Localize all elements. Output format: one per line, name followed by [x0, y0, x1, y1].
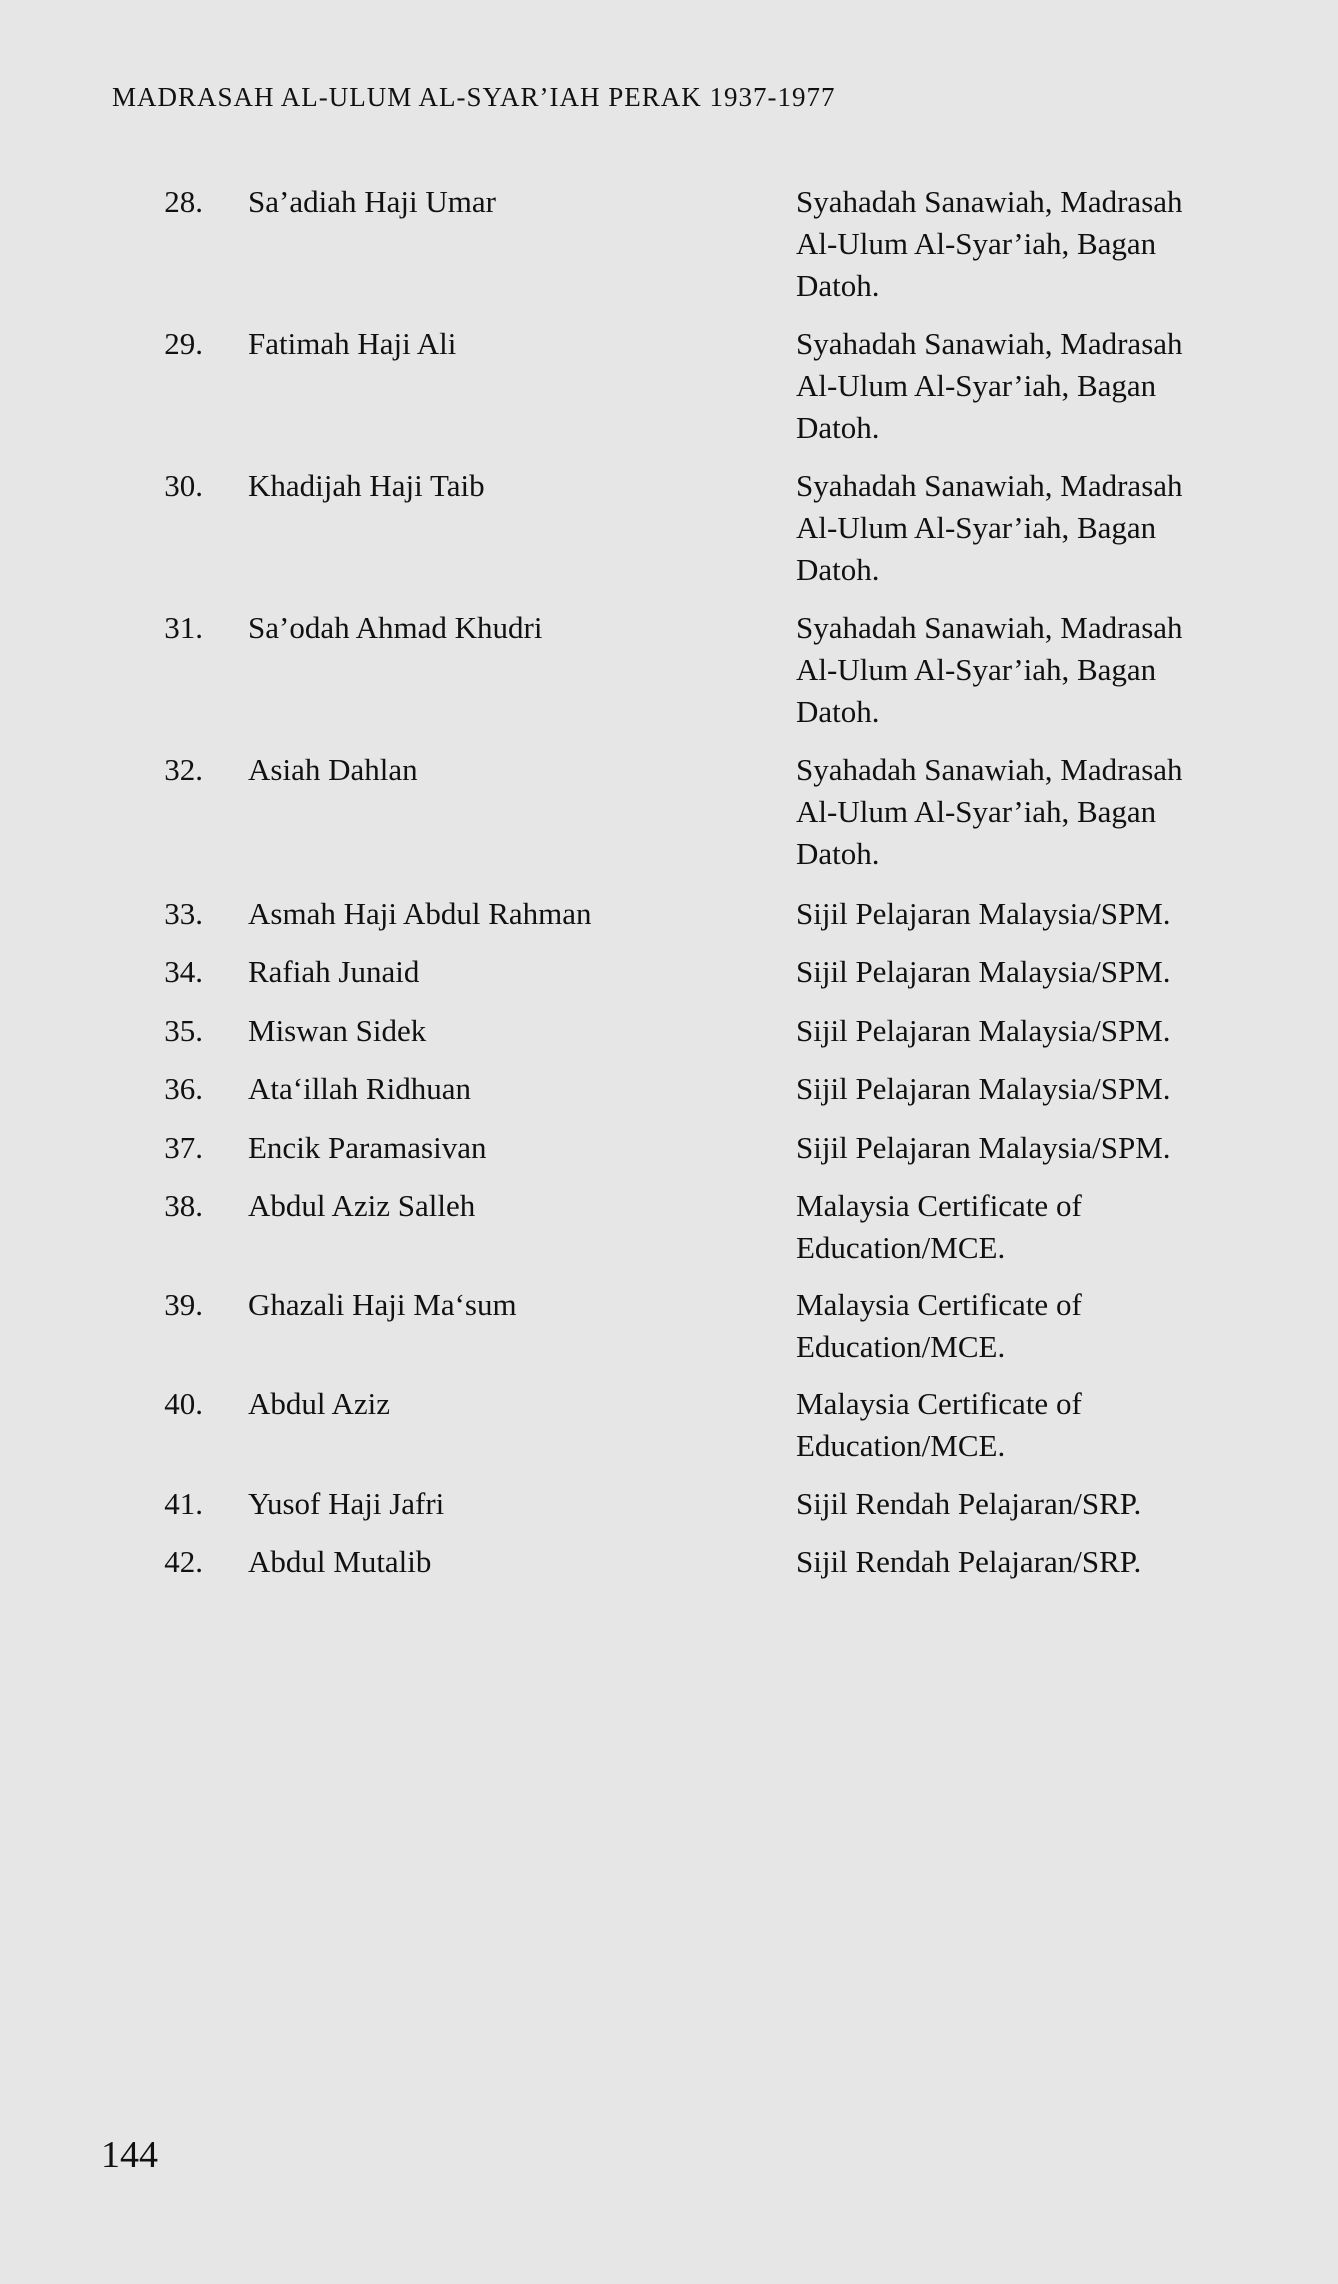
- entry-name: Khadijah Haji Taib: [248, 468, 485, 503]
- entry-number: 39.: [164, 1287, 203, 1322]
- entry-number: 35.: [164, 1013, 203, 1048]
- entry-qualification: Sijil Pelajaran Malaysia/SPM.: [796, 896, 1171, 931]
- entry-name: Abdul Aziz: [248, 1386, 391, 1421]
- entry-name: Fatimah Haji Ali: [248, 326, 457, 361]
- entry-name: Asmah Haji Abdul Rahman: [248, 896, 592, 931]
- entry-qualification: Sijil Pelajaran Malaysia/SPM.: [796, 1130, 1171, 1165]
- entry-qualification: Sijil Pelajaran Malaysia/SPM.: [796, 954, 1171, 989]
- entry-number: 33.: [164, 896, 203, 931]
- running-header: MADRASAH AL-ULUM AL-SYAR’IAH PERAK 1937-1977: [112, 82, 836, 112]
- page-number: 144: [101, 2134, 158, 2176]
- entry-name: Miswan Sidek: [248, 1013, 427, 1048]
- entry-name: Abdul Mutalib: [248, 1544, 432, 1579]
- entry-name: Ata‘illah Ridhuan: [248, 1071, 471, 1106]
- entry-name: Encik Paramasivan: [248, 1130, 487, 1165]
- entry-number: 32.: [164, 752, 203, 787]
- entry-number: 36.: [164, 1071, 203, 1106]
- entry-qualification: Sijil Pelajaran Malaysia/SPM.: [796, 1013, 1171, 1048]
- entry-number: 28.: [164, 184, 203, 219]
- entry-name: Ghazali Haji Ma‘sum: [248, 1287, 517, 1322]
- entry-number: 37.: [164, 1130, 203, 1165]
- entry-number: 30.: [164, 468, 203, 503]
- entry-number: 34.: [164, 954, 203, 989]
- entry-qualification: Sijil Pelajaran Malaysia/SPM.: [796, 1071, 1171, 1106]
- entry-number: 38.: [164, 1188, 203, 1223]
- entry-number: 29.: [164, 326, 203, 361]
- entry-qualification: Malaysia Certificate of Education/MCE.: [796, 1287, 1082, 1364]
- entry-name: Sa’odah Ahmad Khudri: [248, 610, 543, 645]
- entry-qualification: Syahadah Sanawiah, Madrasah Al-Ulum Al-Syar’iah, Bagan Datoh.: [796, 326, 1183, 445]
- entry-qualification: Syahadah Sanawiah, Madrasah Al-Ulum Al-Syar’iah, Bagan Datoh.: [796, 610, 1183, 729]
- entry-name: Yusof Haji Jafri: [248, 1486, 445, 1521]
- entry-qualification: Sijil Rendah Pelajaran/SRP.: [796, 1544, 1142, 1579]
- entry-qualification: Malaysia Certificate of Education/MCE.: [796, 1386, 1082, 1463]
- entry-name: Sa’adiah Haji Umar: [248, 184, 496, 219]
- entry-qualification: Syahadah Sanawiah, Madrasah Al-Ulum Al-Syar’iah, Bagan Datoh.: [796, 184, 1183, 303]
- entry-name: Rafiah Junaid: [248, 954, 420, 989]
- entry-number: 31.: [164, 610, 203, 645]
- entry-qualification: Malaysia Certificate of Education/MCE.: [796, 1188, 1082, 1265]
- entry-qualification: Syahadah Sanawiah, Madrasah Al-Ulum Al-Syar’iah, Bagan Datoh.: [796, 752, 1183, 871]
- entry-number: 40.: [164, 1386, 203, 1421]
- entry-name: Abdul Aziz Salleh: [248, 1188, 476, 1223]
- entry-qualification: Syahadah Sanawiah, Madrasah Al-Ulum Al-Syar’iah, Bagan Datoh.: [796, 468, 1183, 587]
- entry-qualification: Sijil Rendah Pelajaran/SRP.: [796, 1486, 1142, 1521]
- entry-number: 42.: [164, 1544, 203, 1579]
- entry-number: 41.: [164, 1486, 203, 1521]
- entry-name: Asiah Dahlan: [248, 752, 418, 787]
